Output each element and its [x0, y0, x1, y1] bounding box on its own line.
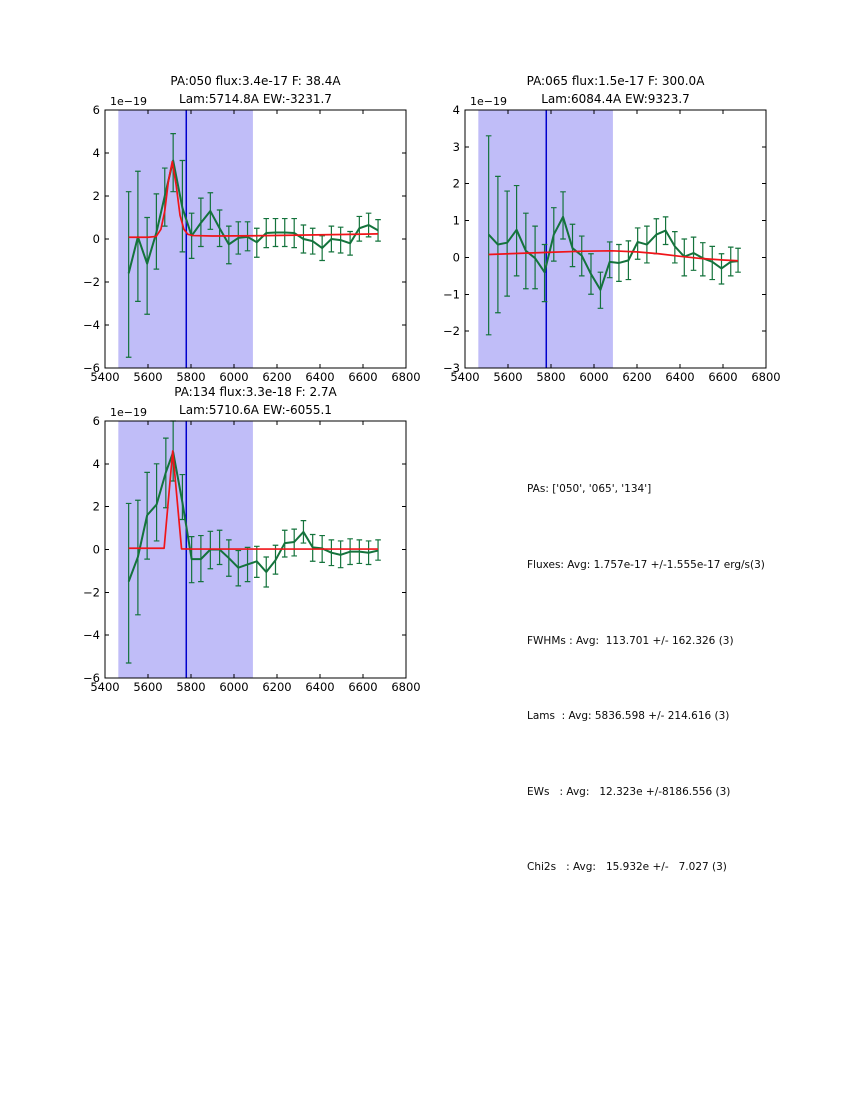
plot-pa050-title: [105, 72, 406, 108]
plot-pa050-x-tick-label: 6800: [391, 370, 421, 384]
plot-pa050-x-tick-label: 5400: [90, 370, 120, 384]
plot-pa134-canvas: [83, 414, 421, 694]
plot-pa134-title-line1: PA:134 flux:3.3e-18 F: 2.7A: [174, 385, 337, 399]
plot-pa050-y-tick-label: 0: [92, 232, 100, 246]
plot-pa065-title-line2: Lam:6084.4A EW:9323.7: [541, 92, 690, 106]
plot-pa134-x-tick-label: 6800: [391, 680, 421, 694]
plot-pa050-x-tick-label: 6600: [348, 370, 378, 384]
plot-pa065-x-tick-label: 6600: [708, 370, 738, 384]
plot-pa065-y-tick-label: 1: [452, 213, 460, 228]
plot-pa050-title-line2: Lam:5714.8A EW:-3231.7: [179, 92, 332, 106]
plot-pa065-x-tick-label: 6000: [579, 370, 609, 384]
plot-pa134-x-tick-label: 6600: [348, 680, 378, 694]
plot-pa065-x-tick-label: 5400: [450, 370, 480, 384]
plot-pa065-x-tick-label: 5800: [536, 370, 566, 384]
plot-pa134-y-tick-label: −6: [83, 671, 100, 685]
plot-pa050-x-tick-label: 6200: [262, 370, 292, 384]
plot-pa050-y-tick-label: −2: [83, 275, 100, 289]
plot-pa065-y-tick-label: −2: [443, 324, 460, 339]
stats-line-fluxes: Fluxes: Avg: 1.757e-17 +/-1.555e-17 erg/s(3): [527, 559, 765, 572]
plot-pa134-y-tick-label: 4: [92, 456, 100, 471]
plot-pa065-y-tick-label: 4: [452, 103, 460, 117]
plot-pa134-x-tick-label: 6200: [262, 680, 292, 694]
plot-pa134-x-tick-label: 5400: [90, 680, 120, 694]
stats-line-chi2s: Chi2s : Avg: 15.932e +/- 7.027 (3): [527, 861, 727, 874]
plot-pa065-x-tick-label: 5600: [493, 370, 523, 384]
plot-pa065-canvas: [443, 103, 781, 384]
stats-line-ews: EWs : Avg: 12.323e +/-8186.556 (3): [527, 785, 731, 798]
plot-pa050-x-tick-label: 5600: [133, 370, 163, 384]
plot-pa050-y-tick-label: −4: [83, 318, 100, 332]
plot-pa050-x-tick-label: 6400: [305, 370, 335, 384]
plot-pa050-x-tick-label: 6000: [219, 370, 249, 384]
plot-pa134-title-line2: Lam:5710.6A EW:-6055.1: [179, 403, 332, 417]
plot-pa050-y-tick-label: −6: [83, 361, 100, 375]
plot-pa065-y-tick-label: 2: [452, 176, 460, 191]
plot-pa050-canvas: [83, 103, 421, 384]
plot-pa065-x-tick-label: 6800: [751, 370, 781, 384]
plot-pa050-title-line1: PA:050 flux:3.4e-17 F: 38.4A: [170, 74, 341, 88]
plot-pa065-y-offset-label: 1e−19: [470, 95, 507, 108]
plot-pa065-x-tick-label: 6200: [622, 370, 652, 384]
plot-pa065-title: [465, 72, 766, 108]
plot-pa065-title-line1: PA:065 flux:1.5e-17 F: 300.0A: [526, 74, 705, 88]
stats-line-pas: PAs: ['050', '065', '134']: [527, 483, 652, 496]
stats-panel: [527, 427, 765, 931]
plot-pa134-x-tick-label: 5800: [176, 680, 206, 694]
plot-pa134-x-tick-label: 6400: [305, 680, 335, 694]
plot-pa050-y-tick-label: 4: [92, 146, 100, 160]
plot-pa050-y-tick-label: 2: [92, 189, 100, 203]
plot-pa134-x-tick-label: 5600: [133, 680, 163, 694]
plot-pa065-x-tick-label: 6400: [665, 370, 695, 384]
plot-pa134-y-tick-label: 0: [92, 542, 100, 557]
plot-pa134-y-offset-label: 1e−19: [110, 406, 147, 419]
plot-pa134-y-tick-label: 6: [92, 414, 100, 428]
plot-pa134-title: [105, 383, 406, 419]
plot-pa134-y-tick-label: −2: [83, 585, 100, 600]
plot-pa050-x-tick-label: 5800: [176, 370, 206, 384]
plot-pa134-y-tick-label: 2: [92, 499, 100, 514]
stats-line-fwhms: FWHMs : Avg: 113.701 +/- 162.326 (3): [527, 634, 734, 647]
plot-pa065-y-tick-label: −3: [443, 361, 460, 375]
plot-pa065-y-tick-label: 3: [452, 139, 460, 154]
plot-pa050-y-offset-label: 1e−19: [110, 95, 147, 108]
plot-pa134-y-tick-label: −4: [83, 628, 100, 643]
stats-line-lams: Lams : Avg: 5836.598 +/- 214.616 (3): [527, 710, 730, 723]
plot-pa065-y-tick-label: −1: [443, 287, 460, 302]
plot-pa050-y-tick-label: 6: [92, 103, 100, 117]
plot-pa065-y-tick-label: 0: [452, 250, 460, 265]
plot-pa134-x-tick-label: 6000: [219, 680, 249, 694]
